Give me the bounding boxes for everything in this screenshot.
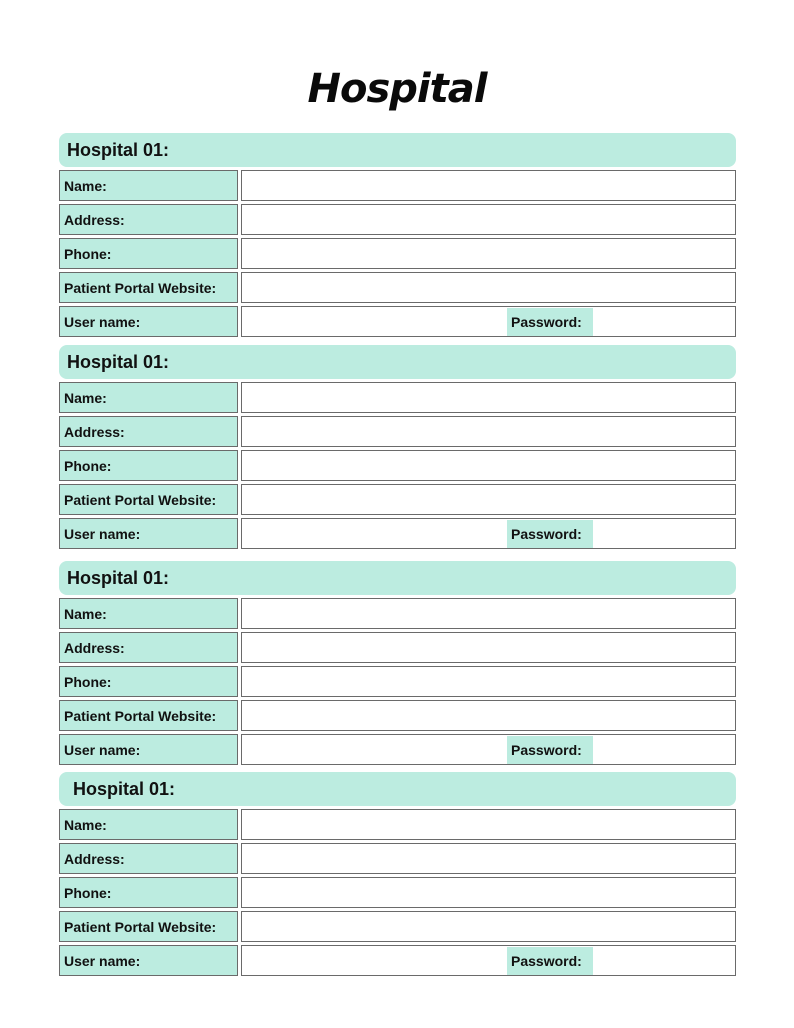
website-label: Patient Portal Website: (59, 911, 238, 942)
username-label: User name: (59, 306, 238, 337)
password-label: Password: (507, 308, 593, 336)
phone-label: Phone: (59, 238, 238, 269)
address-row (59, 632, 736, 663)
username-field[interactable] (241, 945, 736, 976)
address-field[interactable] (241, 843, 736, 874)
website-row (59, 911, 736, 942)
address-field[interactable] (241, 416, 736, 447)
address-row (59, 843, 736, 874)
address-row (59, 416, 736, 447)
name-label: Name: (59, 170, 238, 201)
website-label: Patient Portal Website: (59, 272, 238, 303)
username-field[interactable] (241, 518, 736, 549)
username-field[interactable] (241, 734, 736, 765)
address-label: Address: (59, 843, 238, 874)
name-field[interactable] (241, 598, 736, 629)
phone-row (59, 877, 736, 908)
website-row (59, 272, 736, 303)
phone-row (59, 238, 736, 269)
name-field[interactable] (241, 382, 736, 413)
phone-label: Phone: (59, 877, 238, 908)
website-label: Patient Portal Website: (59, 700, 238, 731)
password-label: Password: (507, 736, 593, 764)
name-label: Name: (59, 598, 238, 629)
username-label: User name: (59, 518, 238, 549)
credentials-row (59, 306, 736, 337)
website-field[interactable] (241, 911, 736, 942)
name-label: Name: (59, 809, 238, 840)
name-row (59, 598, 736, 629)
website-field[interactable] (241, 700, 736, 731)
address-row (59, 204, 736, 235)
website-row (59, 700, 736, 731)
name-row (59, 382, 736, 413)
address-label: Address: (59, 416, 238, 447)
name-field[interactable] (241, 809, 736, 840)
hospital-section-1 (59, 133, 736, 337)
password-label: Password: (507, 947, 593, 975)
hospital-section-4 (59, 772, 736, 976)
credentials-row (59, 734, 736, 765)
phone-field[interactable] (241, 666, 736, 697)
name-row (59, 809, 736, 840)
phone-field[interactable] (241, 877, 736, 908)
name-field[interactable] (241, 170, 736, 201)
phone-row (59, 450, 736, 481)
phone-field[interactable] (241, 450, 736, 481)
website-label: Patient Portal Website: (59, 484, 238, 515)
section-heading: Hospital 01: (59, 345, 736, 379)
phone-label: Phone: (59, 450, 238, 481)
website-field[interactable] (241, 272, 736, 303)
section-heading: Hospital 01: (59, 772, 736, 806)
address-label: Address: (59, 632, 238, 663)
address-field[interactable] (241, 632, 736, 663)
phone-row (59, 666, 736, 697)
address-label: Address: (59, 204, 238, 235)
name-label: Name: (59, 382, 238, 413)
username-label: User name: (59, 945, 238, 976)
website-row (59, 484, 736, 515)
username-field[interactable] (241, 306, 736, 337)
credentials-row (59, 518, 736, 549)
section-heading: Hospital 01: (59, 561, 736, 595)
name-row (59, 170, 736, 201)
credentials-row (59, 945, 736, 976)
hospital-section-2 (59, 345, 736, 549)
website-field[interactable] (241, 484, 736, 515)
phone-label: Phone: (59, 666, 238, 697)
phone-field[interactable] (241, 238, 736, 269)
username-label: User name: (59, 734, 238, 765)
address-field[interactable] (241, 204, 736, 235)
password-label: Password: (507, 520, 593, 548)
page-title: Hospital (307, 66, 487, 112)
hospital-section-3 (59, 561, 736, 765)
section-heading: Hospital 01: (59, 133, 736, 167)
